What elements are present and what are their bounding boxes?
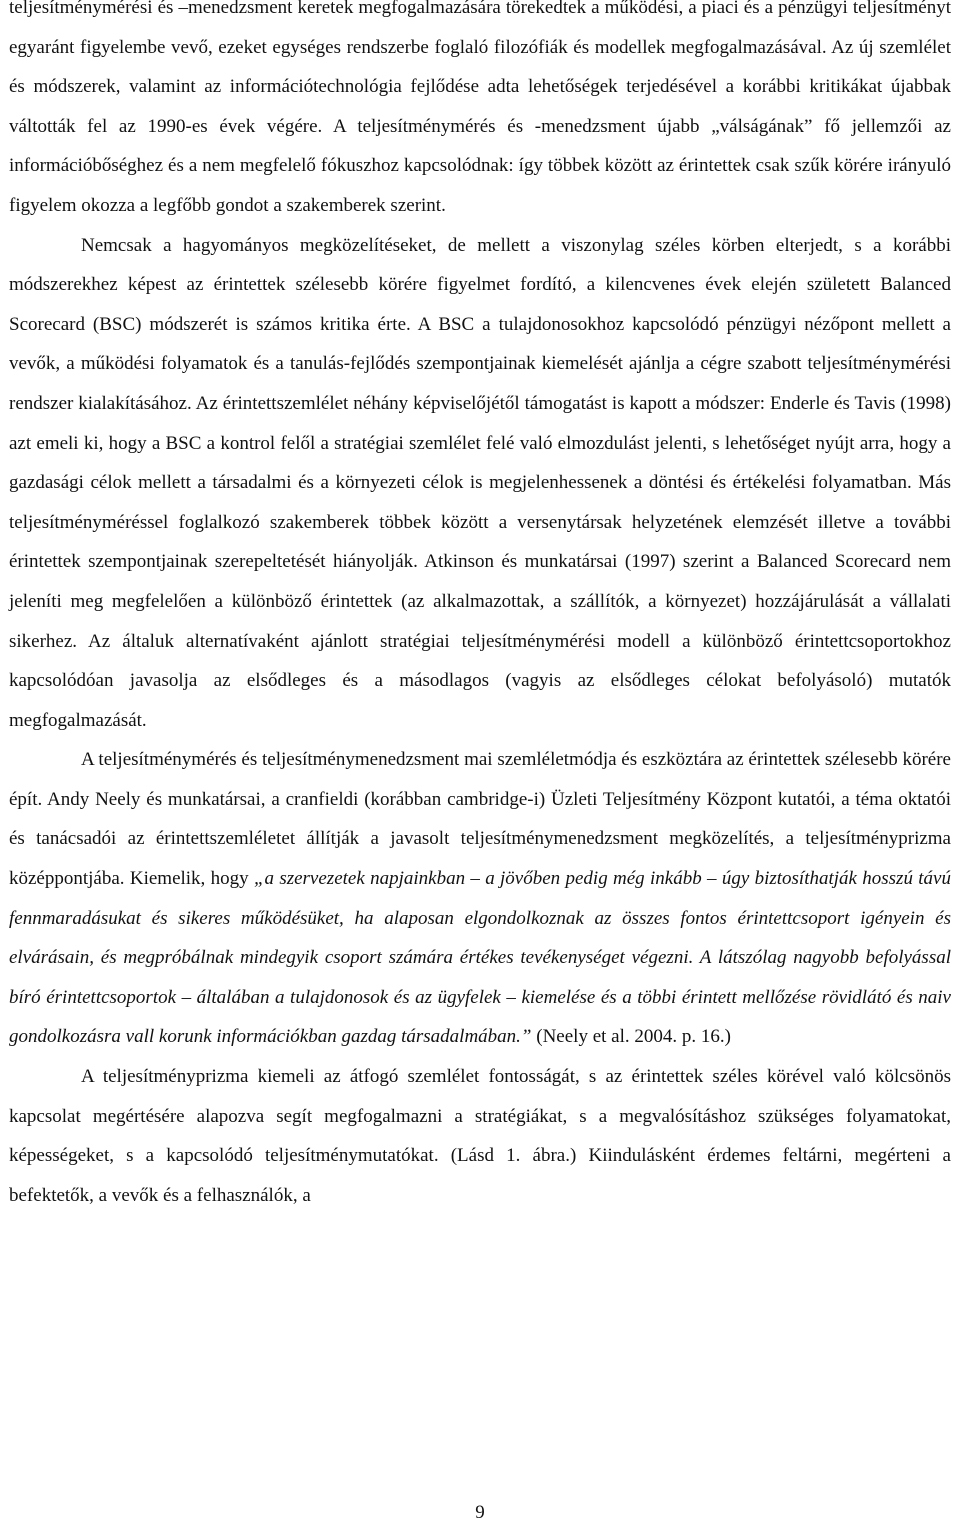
paragraph-3-citation: (Neely et al. 2004. p. 16.): [531, 1026, 731, 1048]
paragraph-3: [9, 740, 951, 1057]
paragraph-4: A teljesítményprizma kiemeli az átfogó szemlélet fontosságát, s az érintettek széles körével való kölcsönös kapcsolat megértésére alapozva segít megfogalmazni a stratégiákat, s a megvalósításhoz szükséges folyamatokat, képességeket, s a kapcsolódó teljesítménymutatókat. (Lásd 1. ábra.) Kiindulásként érdemes feltárni, megérteni a befektetők, a vevők és a felhasználók, a: [9, 1066, 951, 1206]
paragraph-3-intro: A teljesítménymérés és teljesítménymenedzsment mai szemléletmódja és eszköztára az érintettek szélesebb körére épít. Andy Neely és munkatársai, a cranfieldi (korábban cambridge-i) Üzleti Teljesítmény Központ kutatói, a téma oktatói és tanácsadói az érintettszemléletet állítják a javasolt teljesítménymenedzsment megközelítés, a teljesítményprizma középpontjába. Kiemelik, hogy: [9, 749, 951, 890]
paragraph-1: teljesítménymérési és –menedzsment keretek megfogalmazására törekedtek a működési, a piaci és a pénzügyi teljesítményt egyaránt figyelembe vevő, ezeket egységes rendszerbe foglaló filozófiák és modellek megfogalmazásával. Az új szemlélet és módszerek, valamint az információtechnológia fejlődése adta lehetőségek terjedésével a korábbi kritikákat újabbak váltották fel az 1990-es évek végére. A teljesítménymérés és -menedzsment újabb „válságának” fő jellemzői az információbőséghez és a nem megfelelő fókuszhoz kapcsolódnak: így többek között az érintettek csak szűk körére irányuló figyelem okozza a legfőbb gondot a szakemberek szerint.: [9, 0, 951, 216]
page-number: 9: [475, 1502, 485, 1523]
paragraph-3-quote: „a szervezetek napjainkban – a jövőben pedig még inkább – úgy biztosíthatják hosszú távú fennmaradásukat és sikeres működésüket, ha alaposan elgondolkoznak az összes fontos érintettcsoport igényein és elvárásain, és megpróbálnak mindegyik csoport számára értékes tevékenységet végezni. A látszólag nagyobb befolyással bíró érintettcsoportok – általában a tulajdonosok és az ügyfelek – kiemelése és a többi érintett mellőzése rövidlátó és naiv gondolkozásra vall korunk információkban gazdag társadalmában.”: [9, 868, 951, 1048]
paragraph-2: Nemcsak a hagyományos megközelítéseket, de mellett a viszonylag széles körben elterjedt, s a korábbi módszerekhez képest az érintettek szélesebb körére figyelmet fordító, a kilencvenes évek elején született Balanced Scorecard (BSC) módszerét is számos kritika érte. A BSC a tulajdonosokhoz kapcsolódó pénzügyi nézőpont mellett a vevők, a működési folyamatok és a tanulás-fejlődés szempontjainak kiemelését ajánlja a cégre szabott teljesítménymérési rendszer kialakításához. Az érintettszemlélet néhány képviselőjétől támogatást is kapott a módszer: Enderle és Tavis (1998) azt emeli ki, hogy a BSC a kontrol felől a stratégiai szemlélet felé való elmozdulást jelenti, s lehetőséget nyújt arra, hogy a gazdasági célok mellett a társadalmi és a környezeti célok is megjelenhessenek a döntési és értékelési folyamatban. Más teljesítményméréssel foglalkozó szakemberek többek között a versenytársak helyzetének elemzését illetve a további érintettek szempontjainak szerepeltetését hiányolják. Atkinson és munkatársai (1997) szerint a Balanced Scorecard nem jeleníti meg megfelelően a különböző érintettek (az alkalmazottak, a szállítók, a környezet) hozzájárulását a vállalati sikerhez. Az általuk alternatívaként ajánlott stratégiai teljesítménymérési modell a különböző érintettcsoportokhoz kapcsolódóan javasolja az elsődleges és a másodlagos (vagyis az elsődleges célokat befolyásoló) mutatók megfogalmazását.: [9, 234, 951, 731]
